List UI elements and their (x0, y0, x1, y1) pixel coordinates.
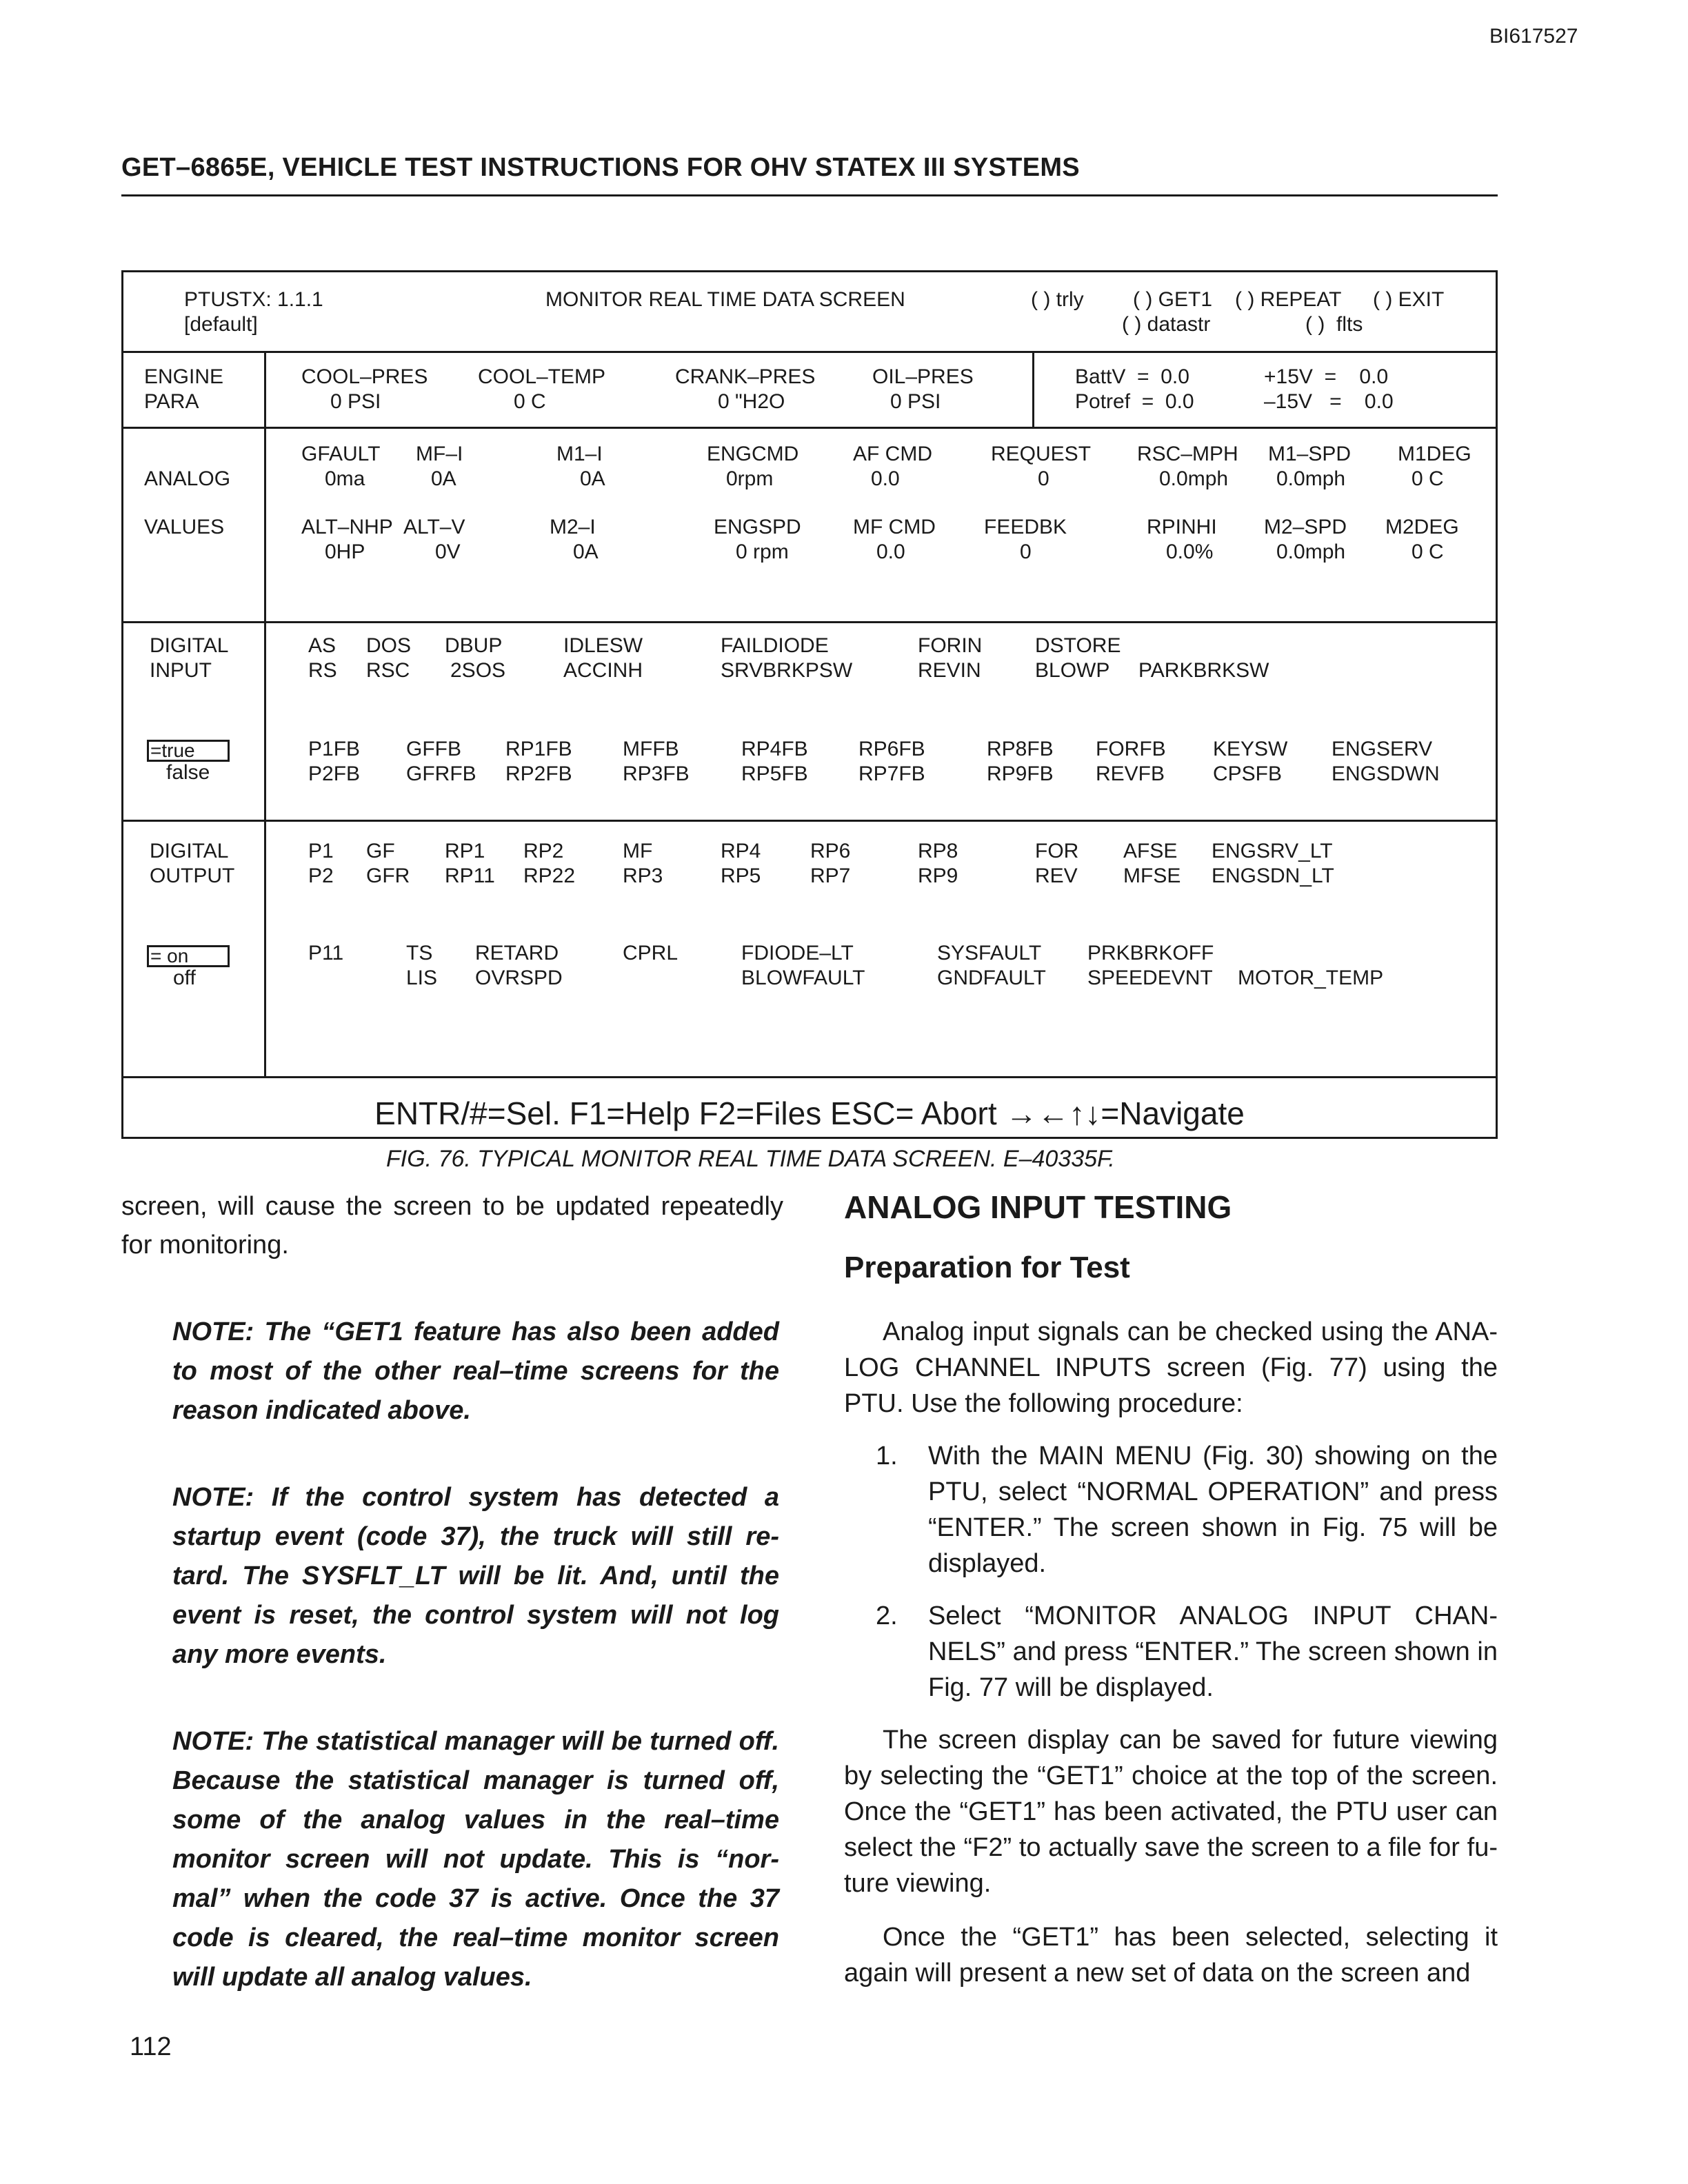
output-signal: BLOWFAULT (741, 967, 865, 989)
potref-readout: Potref = 0.0 (1075, 390, 1194, 413)
param-name: M1–SPD (1268, 443, 1352, 465)
procedure-step (844, 1438, 1498, 1581)
datastr-option[interactable]: ( ) datastr (1122, 313, 1211, 336)
param-name: ALT–NHP (301, 516, 393, 538)
intro-paragraph: screen, will cause the screen to be updated repeatedly for monitoring. (121, 1192, 783, 1260)
section-label: OUTPUT (150, 865, 235, 887)
digital-signal: ENGSERV (1332, 738, 1433, 760)
subsection-heading: Preparation for Test (844, 1251, 1130, 1284)
param-value: 0 (1020, 540, 1032, 563)
output-signal: GF (366, 840, 395, 862)
param-value: 0 PSI (890, 390, 941, 413)
output-signal: PRKBRKOFF (1087, 942, 1214, 964)
digital-signal: SRVBRKPSW (721, 659, 853, 682)
header-rule (121, 194, 1498, 196)
note-startup-event: NOTE: If the control system has detected a startup event (code 37), the truck will still re-tard. The SYSFLT_LT will be lit. And, until the event is reset, the control system will not log any more events. (172, 1483, 779, 1669)
param-value: 0 rpm (736, 540, 789, 563)
section-label: ANALOG (144, 467, 231, 490)
output-signal: SYSFAULT (937, 942, 1042, 964)
output-signal: RP9 (918, 865, 958, 887)
digital-signal: RP1FB (505, 738, 572, 760)
output-signal: FDIODE–LT (741, 942, 854, 964)
digital-signal: BLOWP (1035, 659, 1110, 682)
digital-signal: ACCINH (563, 659, 643, 682)
section-heading: ANALOG INPUT TESTING (844, 1189, 1232, 1225)
navigation-help-bar: ENTR/#=Sel. F1=Help F2=Files ESC= Abort →←↑↓=Navigate (374, 1095, 1245, 1131)
output-signal: TS (406, 942, 433, 964)
digital-signal: MFFB (623, 738, 679, 760)
legend-true-box: =true (147, 740, 230, 762)
digital-signal: RS (308, 659, 337, 682)
digital-signal: PARKBRKSW (1138, 659, 1269, 682)
param-name: COOL–TEMP (478, 365, 606, 388)
param-name: ENGSPD (714, 516, 801, 538)
digital-signal: IDLESW (563, 634, 643, 657)
section-label: ENGINE (144, 365, 224, 388)
param-name: M2–SPD (1264, 516, 1347, 538)
digital-signal: RP8FB (987, 738, 1054, 760)
digital-signal: ENGSDWN (1332, 762, 1440, 785)
output-signal: GNDFAULT (937, 967, 1046, 989)
divider (1032, 351, 1034, 427)
param-name: MF–I (416, 443, 463, 465)
divider (123, 427, 1496, 429)
digital-signal: AS (308, 634, 336, 657)
param-name: FEEDBK (984, 516, 1067, 538)
param-name: OIL–PRES (872, 365, 974, 388)
plus15v-readout: +15V = 0.0 (1264, 365, 1389, 388)
section-label: VALUES (144, 516, 225, 538)
procedure-step (844, 1598, 1498, 1706)
param-value: 0A (431, 467, 456, 490)
output-signal: OVRSPD (475, 967, 563, 989)
param-value: 0rpm (726, 467, 774, 490)
param-name: CRANK–PRES (675, 365, 816, 388)
digital-signal: RP7FB (858, 762, 925, 785)
output-signal: RP2 (523, 840, 564, 862)
output-signal: P11 (308, 942, 344, 964)
get1-option[interactable]: ( ) GET1 (1133, 288, 1213, 311)
param-value: 0.0mph (1159, 467, 1229, 490)
output-signal: LIS (406, 967, 438, 989)
param-name: M2DEG (1385, 516, 1459, 538)
document-id: BI617527 (1489, 25, 1578, 48)
legend-off: off (173, 967, 196, 989)
digital-signal: GFRFB (406, 762, 476, 785)
digital-signal: RP2FB (505, 762, 572, 785)
output-signal: RP3 (623, 865, 663, 887)
output-signal: AFSE (1123, 840, 1178, 862)
output-signal: MOTOR_TEMP (1238, 967, 1384, 989)
param-value: 0 "H2O (718, 390, 785, 413)
digital-signal: FORIN (918, 634, 983, 657)
digital-signal: DBUP (445, 634, 503, 657)
section-label: INPUT (150, 659, 212, 682)
output-signal: RETARD (475, 942, 559, 964)
figure-caption: FIG. 76. TYPICAL MONITOR REAL TIME DATA SCREEN. E–40335F. (386, 1146, 1115, 1172)
digital-signal: GFFB (406, 738, 461, 760)
divider (264, 351, 266, 1076)
battv-readout: BattV = 0.0 (1075, 365, 1189, 388)
param-name: GFAULT (301, 443, 381, 465)
digital-signal: RP5FB (741, 762, 808, 785)
output-signal: GFR (366, 865, 410, 887)
divider (123, 820, 1496, 822)
digital-signal: RP3FB (623, 762, 690, 785)
output-signal: P2 (308, 865, 334, 887)
digital-signal: REVIN (918, 659, 981, 682)
param-value: 0A (573, 540, 599, 563)
section-label: DIGITAL (150, 840, 229, 862)
output-signal: FOR (1035, 840, 1079, 862)
repeat-option[interactable]: ( ) REPEAT (1235, 288, 1342, 311)
digital-signal: P2FB (308, 762, 361, 785)
digital-signal: CPSFB (1213, 762, 1283, 785)
param-name: M1DEG (1398, 443, 1471, 465)
param-value: 0 C (514, 390, 546, 413)
digital-signal: RP6FB (858, 738, 925, 760)
digital-signal: RSC (366, 659, 410, 682)
output-signal: RP6 (810, 840, 851, 862)
output-signal: RP22 (523, 865, 576, 887)
output-signal: RP7 (810, 865, 851, 887)
output-signal: RP1 (445, 840, 485, 862)
digital-signal: KEYSW (1213, 738, 1288, 760)
param-name: REQUEST (991, 443, 1092, 465)
param-name: AF CMD (853, 443, 932, 465)
digital-signal: P1FB (308, 738, 361, 760)
output-signal: MFSE (1123, 865, 1181, 887)
divider (123, 621, 1496, 623)
digital-signal: DOS (366, 634, 412, 657)
param-name: M1–I (556, 443, 603, 465)
output-signal: RP4 (721, 840, 761, 862)
param-name: RSC–MPH (1137, 443, 1238, 465)
step-text: With the MAIN MENU (Fig. 30) showing on the PTU, select “NORMAL OPERATION” and press “ENTER.” The screen shown in Fig. 75 will be displayed. (928, 1442, 1498, 1578)
screen-title: MONITOR REAL TIME DATA SCREEN (545, 288, 905, 311)
step-text: Select “MONITOR ANALOG INPUT CHAN-NELS” and press “ENTER.” The screen shown in Fig. 77 will be displayed. (928, 1601, 1498, 1702)
ptu-version: PTUSTX: 1.1.1 (184, 288, 323, 311)
get1-reselect-paragraph: Once the “GET1” has been selected, selecting it again will present a new set of data on the screen and (844, 1923, 1498, 1988)
param-value: 0 (1038, 467, 1049, 490)
param-name: COOL–PRES (301, 365, 428, 388)
param-value: 0 C (1411, 540, 1444, 563)
param-value: 0.0% (1166, 540, 1214, 563)
param-name: M2–I (550, 516, 596, 538)
output-signal: SPEEDEVNT (1087, 967, 1213, 989)
section-label: DIGITAL (150, 634, 229, 657)
output-signal: RP11 (445, 865, 495, 887)
flts-option[interactable]: ( ) flts (1305, 313, 1363, 336)
param-value: 0A (580, 467, 605, 490)
legend-on-box: = on (147, 945, 230, 967)
legend-false: false (166, 761, 210, 784)
step-number: 1. (876, 1442, 898, 1470)
digital-signal: DSTORE (1035, 634, 1121, 657)
minus15v-readout: –15V = 0.0 (1264, 390, 1394, 413)
param-value: 0.0mph (1276, 467, 1346, 490)
step-number: 2. (876, 1601, 898, 1630)
param-value: 0ma (325, 467, 365, 490)
digital-signal: FAILDIODE (721, 634, 829, 657)
section-label: PARA (144, 390, 199, 413)
page-header-title: GET–6865E, VEHICLE TEST INSTRUCTIONS FOR OHV STATEX III SYSTEMS (121, 153, 1080, 182)
output-signal: RP5 (721, 865, 761, 887)
digital-signal: RP9FB (987, 762, 1054, 785)
save-screen-paragraph: The screen display can be saved for future viewing by selecting the “GET1” choice at the top of the screen. Once the “GET1” has been activated, the PTU user can select the “F2” to actually save the screen to a file for fu-ture viewing. (844, 1726, 1498, 1898)
output-signal: CPRL (623, 942, 679, 964)
param-value: 0HP (325, 540, 365, 563)
digital-signal: RP4FB (741, 738, 808, 760)
output-signal: REV (1035, 865, 1078, 887)
param-name: MF CMD (853, 516, 936, 538)
output-signal: ENGSRV_LT (1212, 840, 1333, 862)
default-label: [default] (184, 313, 258, 336)
output-signal: MF (623, 840, 653, 862)
param-value: 0 PSI (330, 390, 381, 413)
output-signal: RP8 (918, 840, 958, 862)
param-name: RPINHI (1147, 516, 1217, 538)
param-value: 0 C (1411, 467, 1444, 490)
param-value: 0.0 (871, 467, 900, 490)
page-number: 112 (130, 2032, 172, 2061)
param-name: ENGCMD (707, 443, 799, 465)
digital-signal: FORFB (1096, 738, 1166, 760)
param-value: 0.0 (876, 540, 905, 563)
output-signal: ENGSDN_LT (1212, 865, 1334, 887)
param-value: 0V (435, 540, 461, 563)
digital-signal: REVFB (1096, 762, 1165, 785)
param-name: ALT–V (403, 516, 465, 538)
monitor-screen-figure (121, 270, 1498, 1139)
divider (123, 351, 1496, 353)
trly-option[interactable]: ( ) trly (1031, 288, 1084, 311)
param-value: 0.0mph (1276, 540, 1346, 563)
digital-signal: 2SOS (450, 659, 506, 682)
exit-option[interactable]: ( ) EXIT (1373, 288, 1445, 311)
divider (123, 1076, 1496, 1078)
note-get1: NOTE: The “GET1 feature has also been added to most of the other real–time screens for the reason indicated above. (172, 1317, 779, 1425)
note-statistical-manager: NOTE: The statistical manager will be turned off. Because the statistical manager is turned off, some of the analog values in the real–time monitor screen will not update. This is “nor-mal” when the code 37 is active. Once the 37 code is cleared, the real–time monitor screen will update all analog values. (172, 1727, 779, 1992)
output-signal: P1 (308, 840, 334, 862)
procedure-intro: Analog input signals can be checked using the ANA-LOG CHANNEL INPUTS screen (Fig. 77) using the PTU. Use the following procedure: (844, 1317, 1498, 1418)
